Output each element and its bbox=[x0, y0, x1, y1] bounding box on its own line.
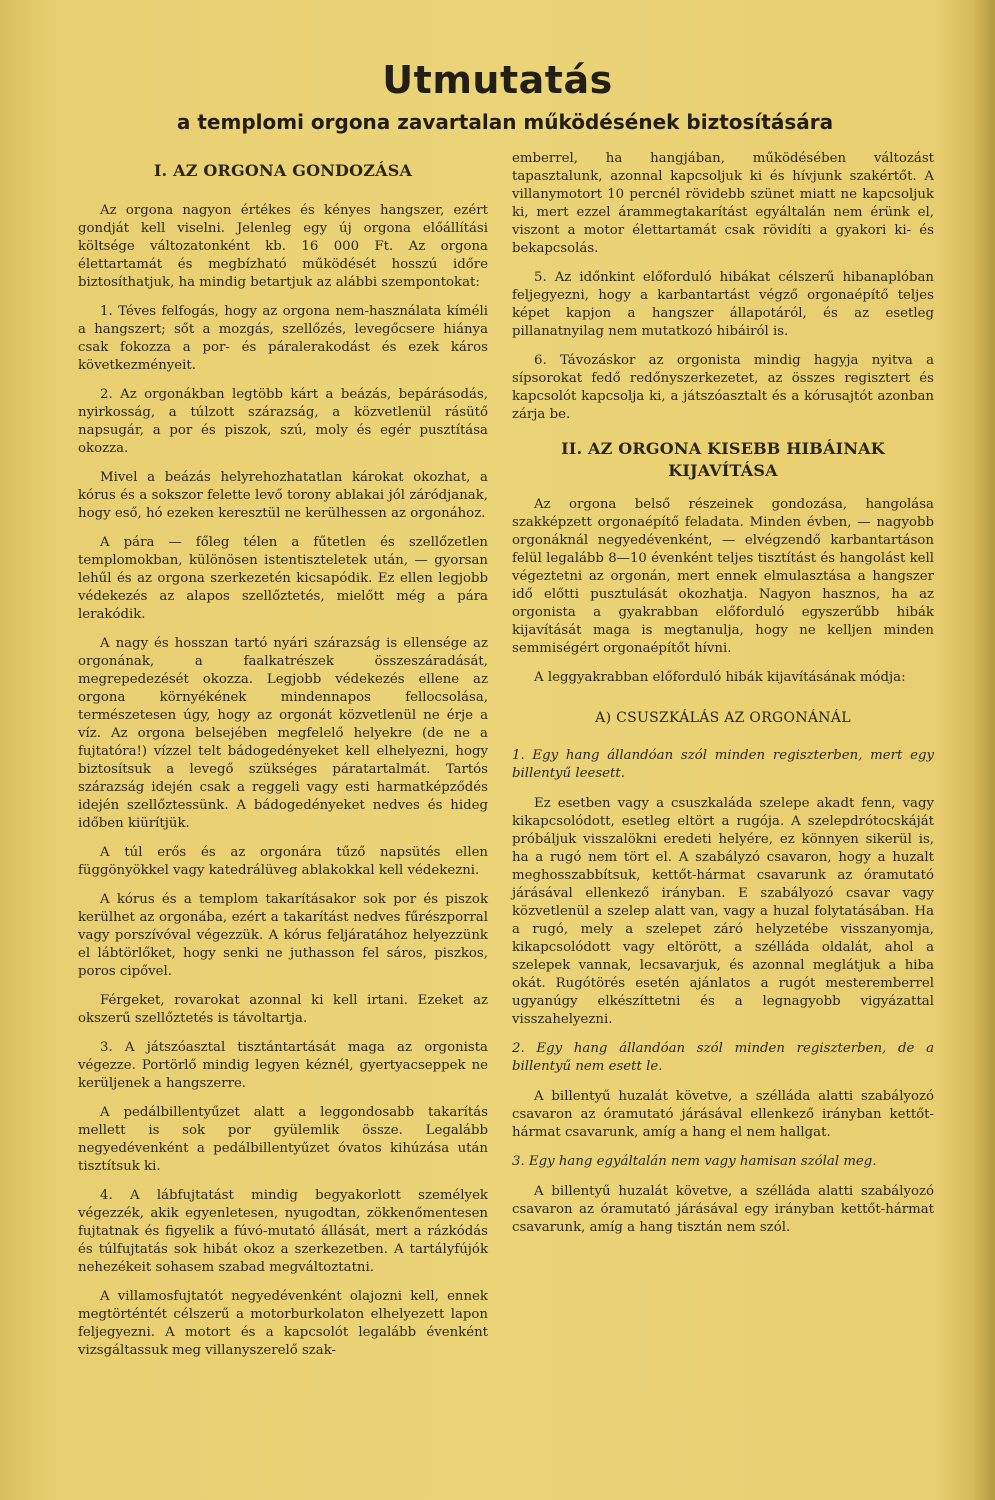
document-subtitle: a templomi orgona zavartalan működésének biztosítására bbox=[176, 110, 834, 134]
left-column bbox=[78, 160, 488, 1371]
item-title: 2. Egy hang állandóan szól minden regiszterben, de a billentyű nem esett le. bbox=[512, 1041, 934, 1074]
section-heading-1: I. AZ ORGONA GONDOZÁSA bbox=[153, 161, 413, 180]
paragraph: 2. Az orgonákban legtöbb kárt a beázás, bepárásodás, nyirkosság, a túlzott szárazság, a közvetlenül rásütő napsugár, a por és piszok, szú, moly és egér pusztítása okozza. bbox=[78, 387, 488, 456]
paragraph: 6. Távozáskor az orgonista mindig hagyja nyitva a sípsorokat fedő redőnyszerkezetet, az összes regisztert és kapcsolót kapcsolja ki, a játszóasztalt és a kórusajtót azonban zárja be. bbox=[512, 353, 934, 422]
paragraph: 3. A játszóasztal tisztántartását maga az orgonista végezze. Portörlő mindig legyen kéznél, gyertyacseppek ne kerüljenek a hangszerre. bbox=[78, 1040, 488, 1091]
paragraph: 4. A lábfujtatást mindig begyakorlott személyek végezzék, akik egyenletesen, nyugodtan, zökkenőmentesen fujtatnak és figyelik a fúvó-mutató állását, mert a rázkódás és túlfujtatás sok hibát okoz a szerkezetben. A tartályfújók nehezékeit sohasem szabad megváltoztatni. bbox=[78, 1188, 488, 1275]
paragraph: Az orgona nagyon értékes és kényes hangszer, ezért gondját kell viselni. Jelenleg egy új orgona előállítási költsége változatonként kb. 16 000 Ft. Az orgona élettartamát és megbízható működését hosszú időre biztosíthatjuk, ha mindig betartjuk az alábbi szempontokat: bbox=[78, 203, 488, 290]
paragraph: Férgeket, rovarokat azonnal ki kell irtani. Ezeket az okszerű szellőztetés is távoltartja. bbox=[78, 993, 488, 1026]
paragraph: emberrel, ha hangjában, működésében változást tapasztalunk, azonnal kapcsoljuk ki és hívjunk szakértőt. A villanymotort 10 percnél rövidebb szünet miatt ne kapcsoljuk ki, mert ezzel árammegtakarítást egyáltalán nem érünk el, viszont a motor élettartamát csak rövidíti a gyakori ki- és bekapcsolás. bbox=[512, 151, 934, 256]
paragraph: A pedálbillentyűzet alatt a leggondosabb takarítás mellett is sok por gyülemlik össze. Legalább negyedévenként a pedálbillentyűzet óvatos kihúzása után tisztítsuk ki. bbox=[78, 1105, 488, 1174]
paragraph: 1. Téves felfogás, hogy az orgona nem-használata kíméli a hangszert; sőt a mozgás, szellőzés, levegőcsere hiánya csak fokozza a por- és páralerakodást és ezek káros következményeit. bbox=[78, 304, 488, 373]
item-text: A billentyű huzalát követve, a szélláda alatti szabályozó csavaron az óramutató járásával egy irányban kettőt-hármat csavarunk, amíg a hang tisztán nem szól. bbox=[512, 1184, 934, 1235]
paragraph: 5. Az időnkint előforduló hibákat célszerű hibanaplóban feljegyezni, hogy a karbantartást végző orgonaépítő teljes képet kapjon a hangszer állapotáról, és az esetleg pillanatnyilag nem mutatkozó hibáiról is. bbox=[512, 270, 934, 339]
paragraph: A kórus és a templom takarításakor sok por és piszok kerülhet az orgonába, ezért a takarítást nedves fűrészporral vagy porszívóval végezzük. A kórus feljáratához helyezzünk el lábtörlőket, hogy senki ne juthasson fel sáros, piszkos, poros cipővel. bbox=[78, 892, 488, 979]
item-title: 3. Egy hang egyáltalán nem vagy hamisan szólal meg. bbox=[512, 1154, 877, 1169]
paragraph: A leggyakrabban előforduló hibák kijavításának módja: bbox=[534, 670, 906, 685]
paragraph: Mivel a beázás helyrehozhatatlan károkat okozhat, a kórus és a sokszor felette levő torony ablakai jól záródjanak, hogy eső, hó ezeken keresztül ne kerülhessen az orgonához. bbox=[78, 470, 488, 521]
item-title: 1. Egy hang állandóan szól minden regiszterben, mert egy billentyű leesett. bbox=[512, 748, 934, 781]
item-text: Ez esetben vagy a csuszkaláda szelepe akadt fenn, vagy kikapcsolódott, esetleg eltört a rugója. A szelepdrótocskáját próbáljuk visszalökni eredeti helyére, ez könnyen sikerül is, ha a rugó nem tört el. A szabályzó csavaron, hogy a huzalt meghosszabbítsuk, kettőt-hármat csavarunk az óramutató járásával ellenkező irányban. E szabályozó csavar vagy közvetlenül a szelep alatt van, vagy a huzal folytatásában. Ha a rugó, mely a szelepet záró helyzetébe visszanyomja, kikapcsolódott vagy eltörött, a szélláda oldalát, ahol a szelepek vannak, lecsavarjuk, és azonnal meglátjuk a hiba okát. Rugótörés esetén ajánlatos a rugót mesteremberrel ugyanúgy elkészíttetni és a legnagyobb vigyázattal visszahelyezni. bbox=[512, 796, 934, 1027]
item-text: A billentyű huzalát követve, a szélláda alatti szabályozó csavaron az óramutató járásával ellenkező irányban kettőt-hármat csavarunk, amíg a hang el nem hallgat. bbox=[512, 1089, 934, 1140]
paragraph: Az orgona belső részeinek gondozása, hangolása szakképzett orgonaépítő feladata. Minden évben, — nagyobb orgonáknál negyedévenként, — elvégzendő karbantartáson felül legalább 8—10 évenként teljes tisztítást és hangolást kell végeztetni az orgonán, mert ennek elmulasztása a hangszer idő előtti pusztulását okozhatja. Nagyon hasznos, ha az orgonista a gyakrabban előforduló egyszerűbb hibák kijavítását maga is megtanulja, hogy ne kelljen minden semmiségért orgonaépítőt hívni. bbox=[512, 497, 934, 656]
section-heading-2: II. AZ ORGONA KISEBB HIBÁINAK KIJAVÍTÁSA bbox=[561, 439, 885, 480]
subsection-heading: A) CSUSZKÁLÁS AZ ORGONÁNÁL bbox=[595, 710, 851, 726]
paragraph: A túl erős és az orgonára tűző napsütés ellen függönyökkel vagy katedrálüveg ablakokkal kell védekezni. bbox=[78, 845, 488, 878]
right-column bbox=[512, 150, 934, 1248]
paragraph: A villamosfujtatót negyedévenként olajozni kell, ennek megtörténtét célszerű a motorburkolaton elhelyezett lapon feljegyezni. A motort és a kapcsolót legalább évenként vizsgáltassuk meg villanyszerelő szak- bbox=[78, 1289, 488, 1358]
paragraph: A nagy és hosszan tartó nyári szárazság is ellensége az orgonának, a faalkatrészek összeszáradását, megrepedezését okozza. Legjobb védekezés ellene az orgona környékének mindennapos fellocsolása, természetesen úgy, hogy az orgonát közvetlenül ne érje a víz. Az orgona belsejében megfelelő helyekre (de ne a fujtatóra!) vízzel telt bádogedényeket kell elhelyezni, hogy biztosítsuk a levegő szükséges páratartalmát. Tartós szárazság idején csak a reggeli vagy esti harmatképződés idején szellőztessünk. A bádogedényeket nedves és hideg időben kiürítjük. bbox=[78, 636, 488, 831]
paragraph: A pára — főleg télen a fűtetlen és szellőzetlen templomokban, különösen istentiszteletek után, — gyorsan lehűl és az orgona szerkezetén kicsapódik. Ez ellen legjobb védekezés az alapos szellőztetés, mielőtt még a pára lerakódik. bbox=[78, 535, 488, 622]
document-title: Utmutatás bbox=[382, 58, 613, 102]
